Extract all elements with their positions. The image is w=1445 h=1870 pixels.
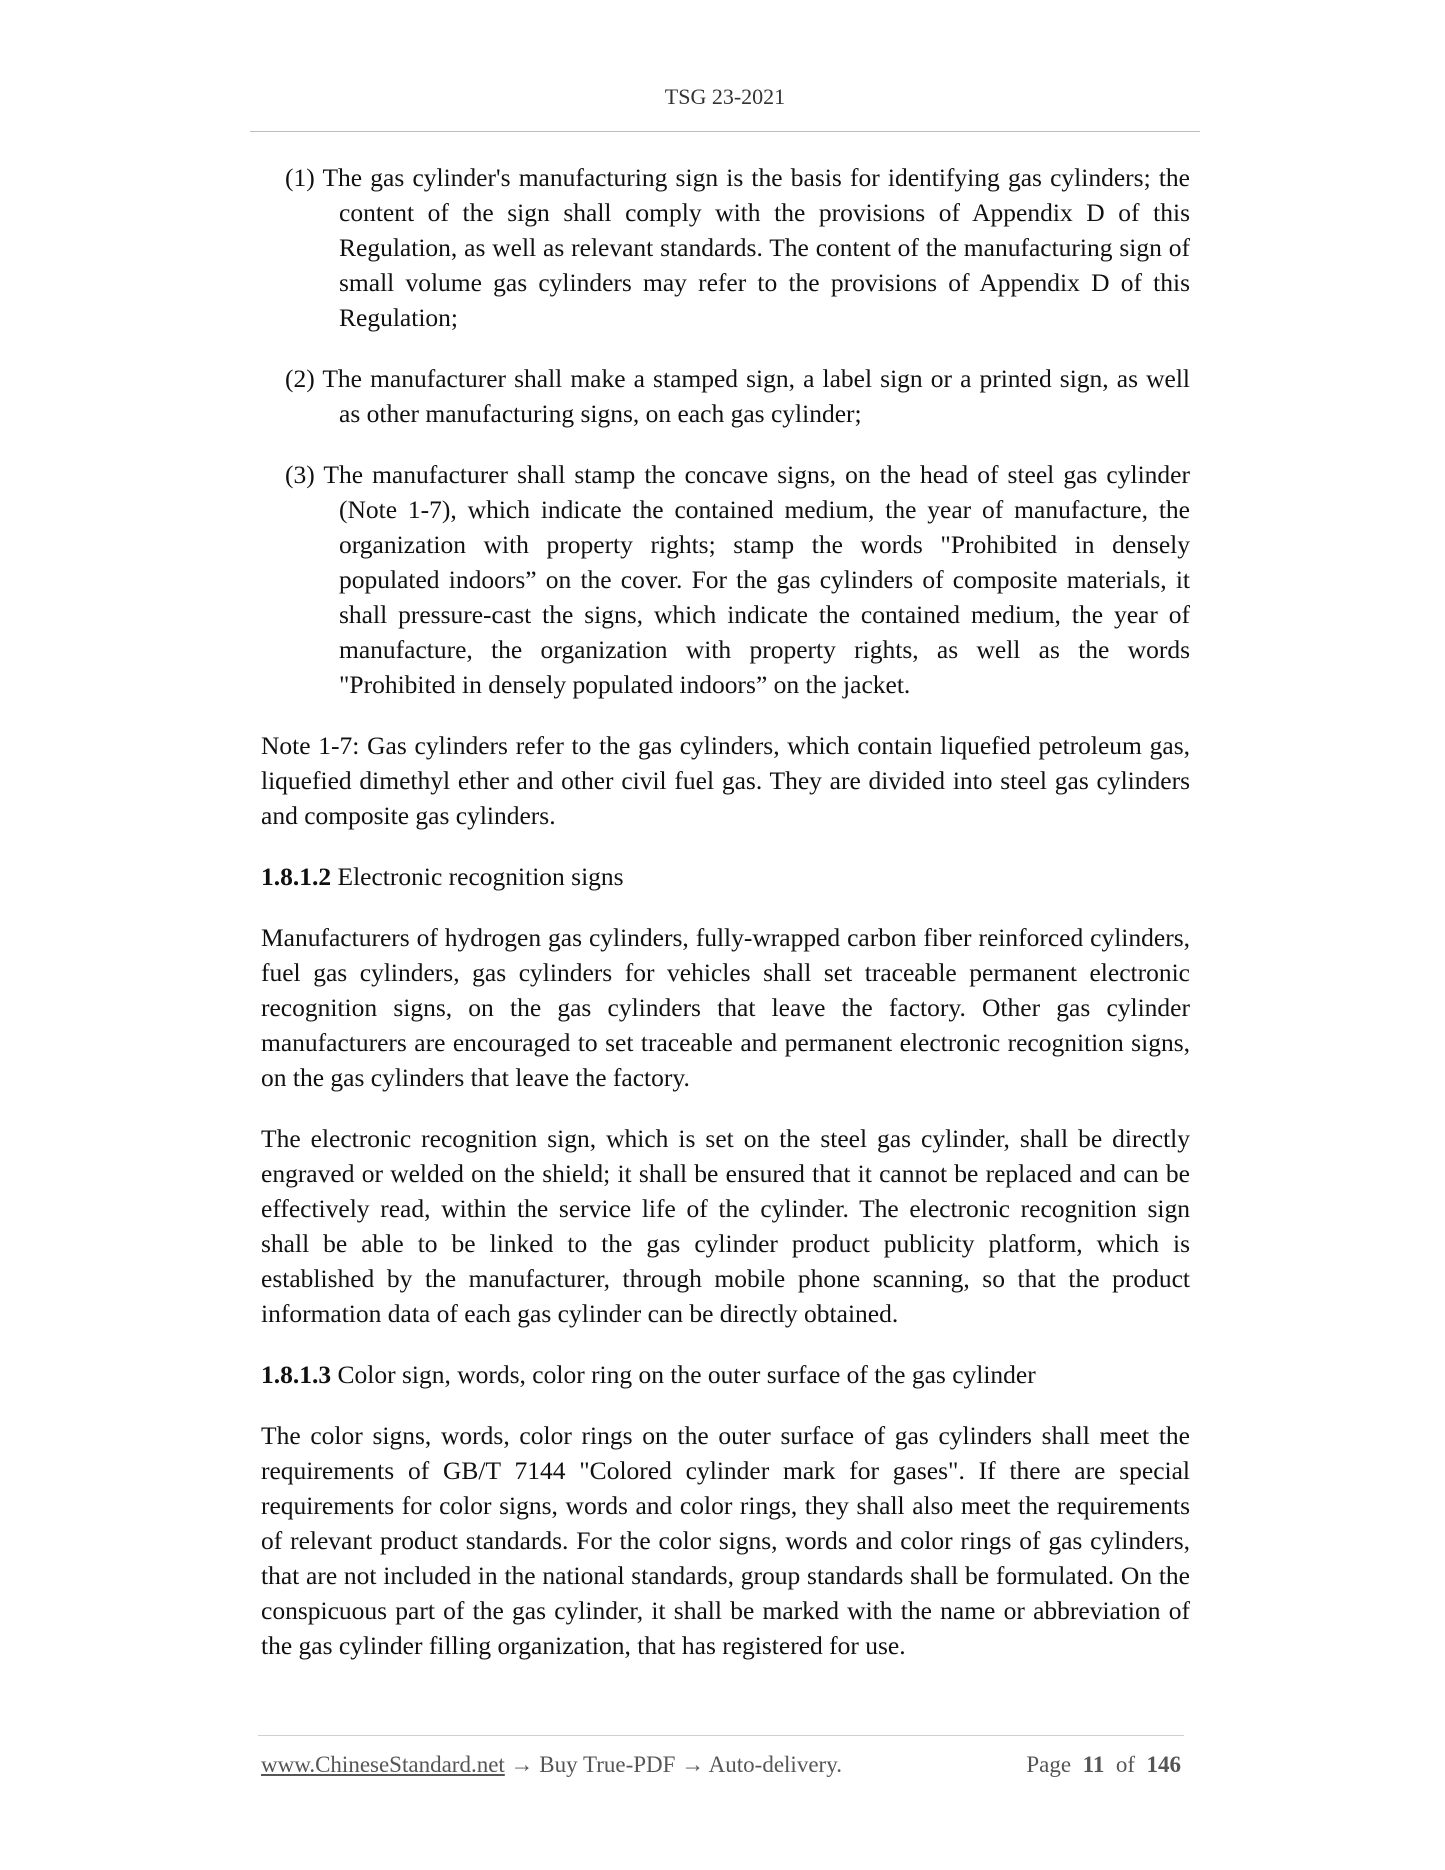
website-link[interactable]: www.ChineseStandard.net [261,1752,505,1777]
footer-divider [258,1735,1184,1736]
page-label: Page [1026,1752,1072,1777]
paragraph-color-signs: The color signs, words, color rings on the outer surface of gas cylinders shall meet the requirements of GB/T 7144 "Colored cylinder mark for gases". If there are special requirements for color signs, words and color rings, they shall also meet the requirements of relevant product standards. For the color signs, words and color rings of gas cylinders, that are not included in the national standards, group standards shall be formulated. On the conspicuous part of the gas cylinder, it shall be marked with the name or abbreviation of the gas cylinder filling organization, that has registered for use. [261,1421,1190,1660]
running-header: TSG 23-2021 [664,84,786,109]
section-title: Electronic recognition signs [337,862,624,891]
list-item-1: (1) The gas cylinder's manufacturing sign is the basis for identifying gas cylinders; the content of the sign shall comply with the provisions of Appendix D of this Regulation, as well as relevant standards. The content of the manufacturing sign of small volume gas cylinders may refer to the provisions of Appendix D of this Regulation; [285,163,1190,332]
section-heading-1-8-1-3 [261,1357,1190,1392]
page-of-label: of [1115,1752,1135,1777]
section-heading-1-8-1-2 [261,859,1190,894]
arrow-right-icon: → [510,1752,534,1777]
section-number: 1.8.1.3 [261,1360,332,1389]
paragraph-electronic-signs-1: Manufacturers of hydrogen gas cylinders, fully-wrapped carbon fiber reinforced cylinders, fuel gas cylinders, gas cylinders for vehicles shall set traceable permanent electronic recognition signs, on the gas cylinders that leave the factory. Other gas cylinder manufacturers are encouraged to set traceable and permanent electronic recognition signs, on the gas cylinders that leave the factory. [261,923,1190,1092]
auto-delivery-text: Auto-delivery. [708,1752,842,1777]
page-current: 11 [1082,1752,1105,1777]
page-total: 146 [1146,1752,1181,1777]
section-title: Color sign, words, color ring on the outer surface of the gas cylinder [337,1360,1036,1389]
note-paragraph: Note 1-7: Gas cylinders refer to the gas cylinders, which contain liquefied petroleum gas, liquefied dimethyl ether and other civil fuel gas. They are divided into steel gas cylinders and composite gas cylinders. [261,731,1190,830]
document-body [261,160,1190,1689]
page-number [1026,1752,1181,1778]
paragraph-electronic-signs-2: The electronic recognition sign, which is set on the steel gas cylinder, shall be directly engraved or welded on the shield; it shall be ensured that it cannot be replaced and can be effectively read, within the service life of the cylinder. The electronic recognition sign shall be able to be linked to the gas cylinder product publicity platform, which is established by the manufacturer, through mobile phone scanning, so that the product information data of each gas cylinder can be directly obtained. [261,1124,1190,1328]
header-divider [250,131,1200,132]
arrow-right-icon: → [681,1752,705,1777]
section-number: 1.8.1.2 [261,862,332,891]
buy-pdf-text: Buy True-PDF [539,1752,676,1777]
footer-promo [261,1752,842,1778]
list-item-3: (3) The manufacturer shall stamp the concave signs, on the head of steel gas cylinder (Note 1-7), which indicate the contained medium, the year of manufacture, the organization with property rights; stamp the words "Prohibited in densely populated indoors” on the cover. For the gas cylinders of composite materials, it shall pressure-cast the signs, which indicate the contained medium, the year of manufacture, the organization with property rights, as well as the words "Prohibited in densely populated indoors” on the jacket. [285,460,1190,699]
list-item-2: (2) The manufacturer shall make a stamped sign, a label sign or a printed sign, as well as other manufacturing signs, on each gas cylinder; [285,364,1190,428]
